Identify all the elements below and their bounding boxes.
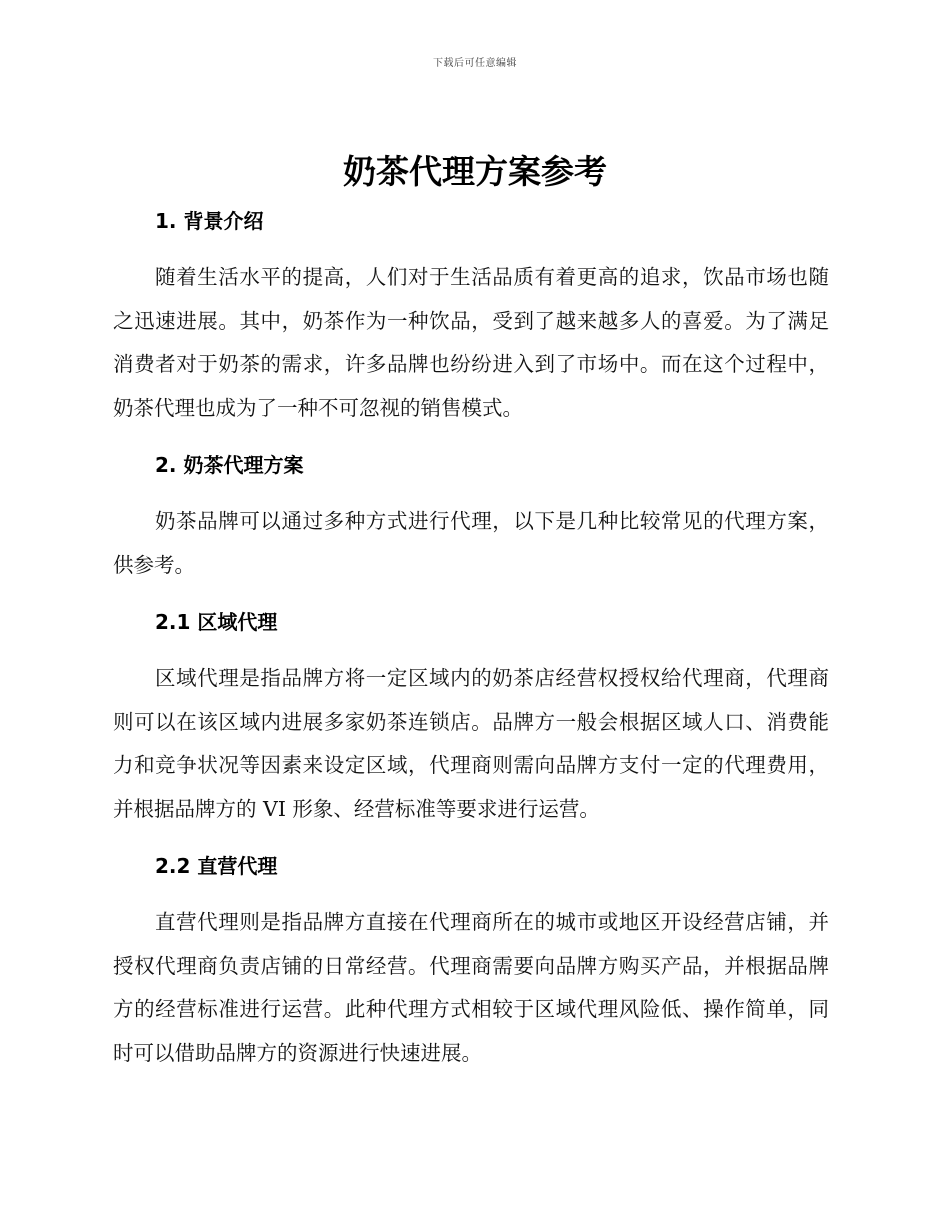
section-heading: 1. 背景介绍	[155, 209, 264, 233]
section-regional-agency	[113, 607, 829, 831]
section-background	[113, 206, 829, 430]
section-direct-agency	[113, 851, 829, 1075]
document-title: 奶茶代理方案参考	[343, 152, 607, 191]
section-heading: 2.2 直营代理	[155, 854, 278, 878]
page-header-note: 下载后可任意编辑	[433, 58, 517, 69]
section-paragraph: 区域代理是指品牌方将一定区域内的奶茶店经营权授权给代理商，代理商则可以在该区域内进展多家奶茶连锁店。品牌方一般会根据区域人口、消费能力和竞争状况等因素来设定区域，代理商则需向品牌方支付一定的代理费用，并根据品牌方的 VI 形象、经营标准等要求进行运营。	[113, 666, 829, 821]
section-paragraph: 奶茶品牌可以通过多种方式进行代理，以下是几种比较常见的代理方案，供参考。	[113, 509, 829, 577]
section-paragraph: 随着生活水平的提高，人们对于生活品质有着更高的追求，饮品市场也随之迅速进展。其中，奶茶作为一种饮品，受到了越来越多人的喜爱。为了满足消费者对于奶茶的需求，许多品牌也纷纷进入到了市场中。而在这个过程中，奶茶代理也成为了一种不可忽视的销售模式。	[113, 265, 829, 420]
section-heading: 2.1 区域代理	[155, 610, 278, 634]
section-heading: 2. 奶茶代理方案	[155, 453, 304, 477]
document-body	[113, 200, 829, 1095]
section-paragraph: 直营代理则是指品牌方直接在代理商所在的城市或地区开设经营店铺，并授权代理商负责店铺的日常经营。代理商需要向品牌方购买产品，并根据品牌方的经营标准进行运营。此种代理方式相较于区域代理风险低、操作简单，同时可以借助品牌方的资源进行快速进展。	[113, 910, 829, 1065]
section-agency-plans	[113, 450, 829, 587]
